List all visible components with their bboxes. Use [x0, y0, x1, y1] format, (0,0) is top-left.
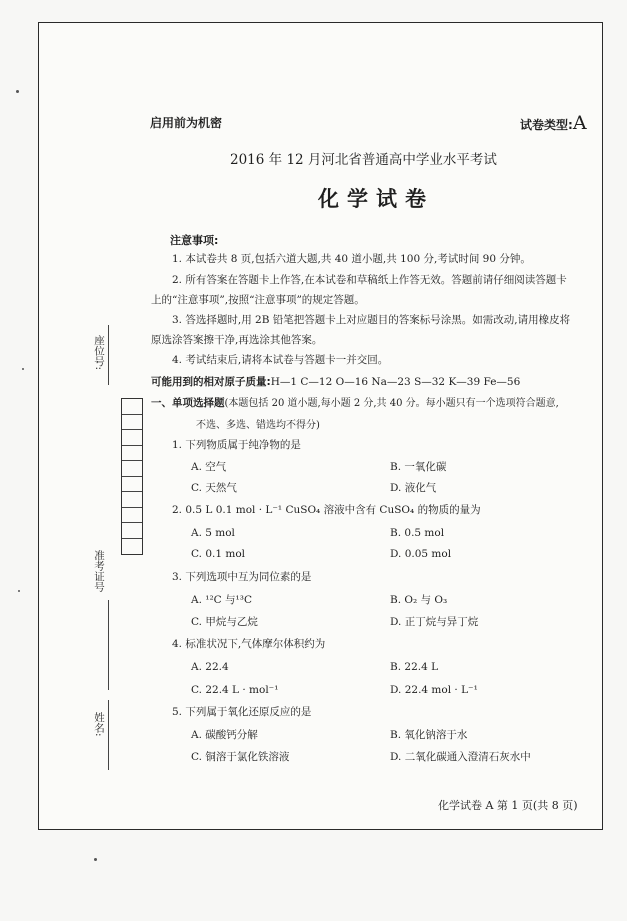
scan-speck	[16, 90, 19, 93]
notes-item: 3. 答选择题时,用 2B 铅笔把答题卡上对应题目的答案标号涂黑。如需改动,请用橡皮将	[172, 314, 571, 326]
option-b: B. 0.5 mol	[390, 527, 445, 539]
exam-id-line	[108, 600, 109, 690]
option-d: D. 二氧化碳通入澄清石灰水中	[390, 751, 531, 763]
question-stem: 5. 下列属于氧化还原反应的是	[172, 706, 312, 718]
paper-type	[520, 112, 587, 134]
question-stem: 3. 下列选项中互为同位素的是	[172, 571, 312, 583]
name-label: 姓名:	[93, 712, 105, 737]
question-stem: 1. 下列物质属于纯净物的是	[172, 439, 301, 451]
notes-item: 4. 考试结束后,请将本试卷与答题卡一并交回。	[172, 354, 389, 366]
notes-heading: 注意事项:	[170, 234, 219, 247]
option-b: B. O₂ 与 O₃	[390, 594, 448, 606]
option-d: D. 液化气	[390, 482, 437, 494]
option-a: A. 碳酸钙分解	[191, 729, 258, 741]
subject-title: 化学试卷	[318, 187, 434, 211]
option-d: D. 0.05 mol	[390, 548, 452, 560]
seat-number-label: 座位号:	[93, 335, 105, 371]
notes-item: 2. 所有答案在答题卡上作答,在本试卷和草稿纸上作答无效。答题前请仔细阅读答题卡	[172, 274, 567, 286]
option-d: D. 正丁烷与异丁烷	[390, 616, 479, 628]
option-c: C. 天然气	[191, 482, 237, 494]
exam-title: 2016 年 12 月河北省普通高中学业水平考试	[230, 152, 497, 168]
atomic-masses	[151, 375, 520, 389]
section1-desc-2: 不选、多选、错选均不得分)	[196, 420, 320, 431]
exam-id-label: 准考证号	[93, 550, 105, 592]
atomic-masses-label: 可能用到的相对原子质量:	[151, 376, 271, 388]
section1-desc: (本题包括 20 道小题,每小题 2 分,共 40 分。每小题只有一个选项符合题意,	[224, 398, 559, 409]
paper-type-label: 试卷类型:	[520, 118, 573, 132]
scan-speck	[22, 368, 24, 370]
option-d: D. 22.4 mol · L⁻¹	[390, 684, 478, 696]
section1-title: 一、单项选择题	[151, 397, 225, 409]
option-c: C. 0.1 mol	[191, 548, 246, 560]
exam-id-boxes	[121, 398, 143, 555]
scan-speck	[94, 858, 97, 861]
notes-item: 原选涂答案擦干净,再选涂其他答案。	[151, 334, 323, 346]
page-footer: 化学试卷 A 第 1 页(共 8 页)	[438, 799, 578, 812]
notes-item: 1. 本试卷共 8 页,包括六道大题,共 40 道小题,共 100 分,考试时间 90 分钟。	[172, 253, 531, 265]
option-a: A. ¹²C 与¹³C	[191, 594, 253, 606]
scan-speck	[18, 590, 20, 592]
confidential-label: 启用前为机密	[150, 116, 223, 130]
option-b: B. 一氧化碳	[390, 461, 447, 473]
option-a: A. 5 mol	[191, 527, 235, 539]
notes-item: 上的“注意事项”,按照“注意事项”的规定答题。	[151, 294, 365, 306]
seat-number-line	[108, 325, 109, 385]
option-c: C. 22.4 L · mol⁻¹	[191, 684, 279, 696]
question-stem: 2. 0.5 L 0.1 mol · L⁻¹ CuSO₄ 溶液中含有 CuSO₄ 的物质的量为	[172, 504, 481, 516]
option-a: A. 22.4	[191, 661, 229, 673]
option-b: B. 22.4 L	[390, 661, 439, 673]
atomic-masses-values: H—1 C—12 O—16 Na—23 S—32 K—39 Fe—56	[270, 376, 521, 388]
option-c: C. 铜溶于氯化铁溶液	[191, 751, 290, 763]
question-stem: 4. 标准状况下,气体摩尔体积约为	[172, 638, 326, 650]
option-a: A. 空气	[191, 461, 227, 473]
name-line	[108, 700, 109, 770]
section1-heading	[151, 396, 559, 411]
option-c: C. 甲烷与乙烷	[191, 616, 258, 628]
option-b: B. 氧化钠溶于水	[390, 729, 468, 741]
paper-type-value: A	[572, 112, 587, 134]
